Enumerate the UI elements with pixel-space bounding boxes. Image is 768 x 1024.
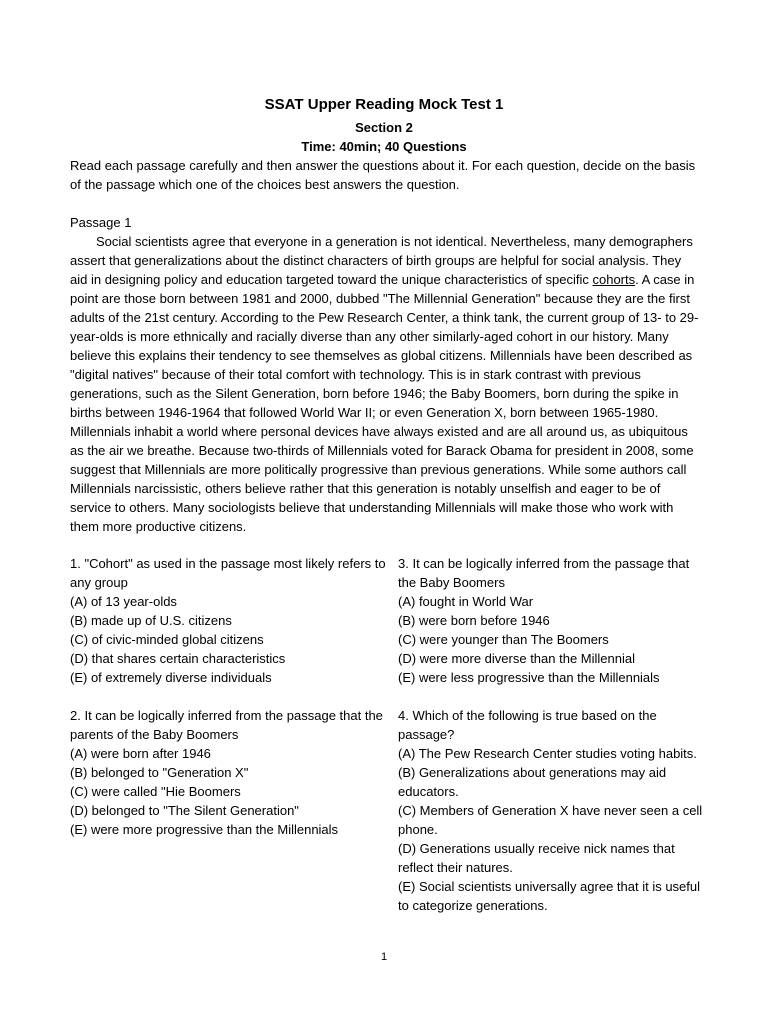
underlined-word-cohorts: cohorts bbox=[592, 272, 636, 287]
answer-option: (D) that shares certain characteristics bbox=[70, 651, 286, 666]
questions-area bbox=[70, 554, 710, 915]
answer-option: (E) were more progressive than the Millennials bbox=[70, 822, 339, 837]
instructions: Read each passage carefully and then answer the questions about it. For each question, decide on the basis of the passage which one of the choices best answers the question. bbox=[70, 158, 696, 192]
questions-left-column bbox=[70, 554, 398, 915]
question-stem: 2. It can be logically inferred from the passage that the parents of the Baby Boomers bbox=[70, 708, 383, 742]
section-heading: Section 2 bbox=[355, 120, 413, 135]
page-title: SSAT Upper Reading Mock Test 1 bbox=[264, 96, 504, 113]
passage-label: Passage 1 bbox=[70, 215, 132, 230]
answer-option: (C) were called "Hie Boomers bbox=[70, 784, 241, 799]
passage-text-after: . A case in point are those born between 1981 and 2000, dubbed "The Millennial Generation" because they are the first adults of the 21st century. According to the Pew Research Center, a think tank, the current group of 13- to 29-year-olds is more ethnically and racially diverse than any other similarly-aged cohort in our history. Many believe this explains their tendency to see themselves as global citizens. Millennials have been described as "digital natives" because of their total comfort with technology. This is in stark contrast with previous generations, such as the Silent Generation, born before 1946; the Baby Boomers, born during the spike in births between 1946-1964 that followed World War II; or even Generation X, born between 1965-1980. Millennials inhabit a world where personal devices have always existed and are all around us, as ubiquitous as the air we breathe. Because two-thirds of Millennials voted for Barack Obama for president in 2008, some suggest that Millennials are more politically progressive than previous generations. While some authors call Millennials narcissistic, others believe rather that this generation is notably unselfish and eager to be of service to others. Many sociologists believe that understanding Millennials will make those who work with them more productive citizens. bbox=[70, 272, 699, 534]
answer-option: (E) Social scientists universally agree that it is useful to categorize generations. bbox=[398, 879, 701, 913]
question-3 bbox=[398, 554, 710, 687]
answer-option: (B) were born before 1946 bbox=[398, 613, 550, 628]
answer-option: (A) The Pew Research Center studies voting habits. bbox=[398, 746, 697, 761]
question-stem: 4. Which of the following is true based on the passage? bbox=[398, 708, 657, 742]
answer-option: (C) Members of Generation X have never seen a cell phone. bbox=[398, 803, 703, 837]
time-heading: Time: 40min; 40 Questions bbox=[301, 139, 467, 154]
answer-option: (D) belonged to "The Silent Generation" bbox=[70, 803, 299, 818]
questions-right-column bbox=[398, 554, 710, 915]
answer-option: (D) Generations usually receive nick names that reflect their natures. bbox=[398, 841, 675, 875]
answer-option: (C) were younger than The Boomers bbox=[398, 632, 609, 647]
answer-option: (E) were less progressive than the Millennials bbox=[398, 670, 660, 685]
answer-option: (B) Generalizations about generations may aid educators. bbox=[398, 765, 667, 799]
page-number: 1 bbox=[380, 951, 388, 963]
question-4 bbox=[398, 706, 710, 915]
question-stem: 1. "Cohort" as used in the passage most likely refers to any group bbox=[70, 556, 386, 590]
answer-option: (D) were more diverse than the Millennial bbox=[398, 651, 635, 666]
answer-option: (B) belonged to "Generation X" bbox=[70, 765, 249, 780]
answer-option: (B) made up of U.S. citizens bbox=[70, 613, 232, 628]
passage-text-before: Social scientists agree that everyone in a generation is not identical. Nevertheless, many demographers assert that generalizations about the distinct characters of birth groups are helpful for social analysis. They aid in designing policy and education targeted toward the unique characteristics of specific bbox=[70, 234, 693, 287]
answer-option: (A) fought in World War bbox=[398, 594, 534, 609]
answer-option: (E) of extremely diverse individuals bbox=[70, 670, 272, 685]
question-stem: 3. It can be logically inferred from the passage that the Baby Boomers bbox=[398, 556, 690, 590]
answer-option: (A) were born after 1946 bbox=[70, 746, 211, 761]
document-body bbox=[70, 156, 700, 536]
answer-option: (C) of civic-minded global citizens bbox=[70, 632, 264, 647]
answer-option: (A) of 13 year-olds bbox=[70, 594, 177, 609]
question-1 bbox=[70, 554, 398, 687]
passage-text bbox=[70, 232, 700, 536]
question-2 bbox=[70, 706, 398, 839]
